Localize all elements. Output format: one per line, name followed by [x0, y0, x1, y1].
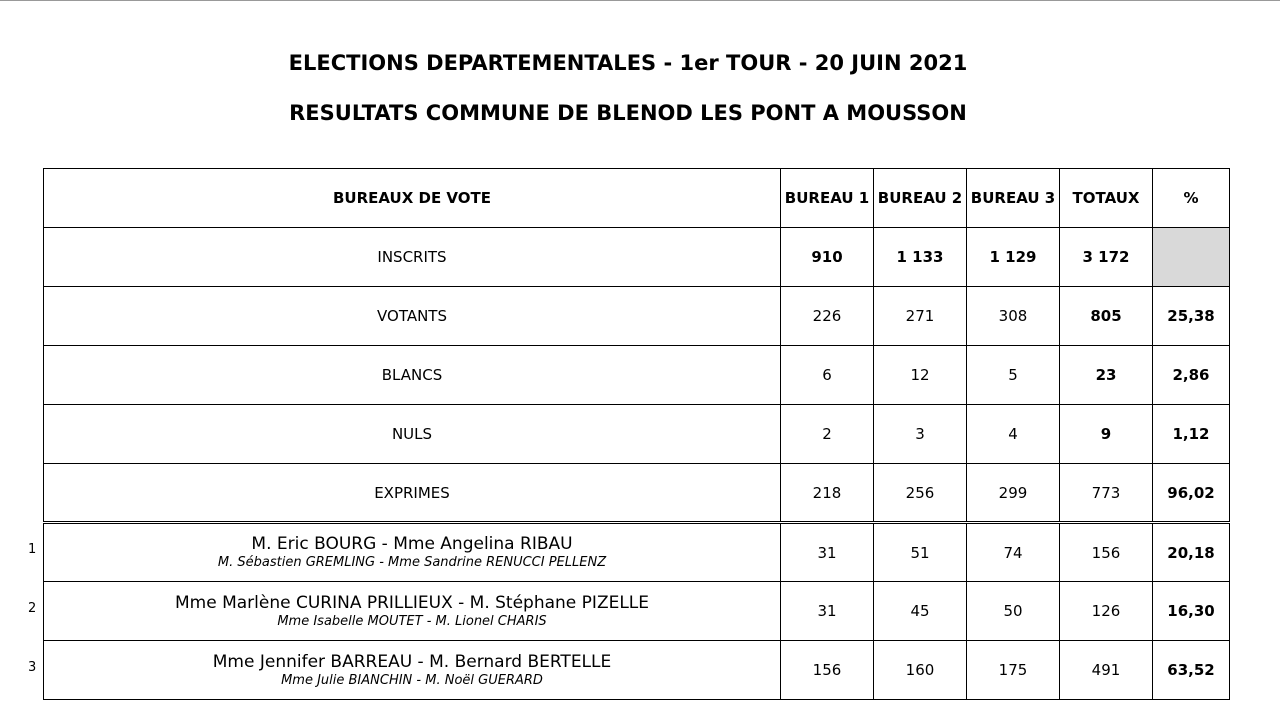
cell-percent: 2,86 — [1153, 346, 1230, 405]
row-nuls — [44, 405, 1230, 464]
header-percent: % — [1153, 169, 1230, 228]
cell-total: 773 — [1060, 464, 1153, 523]
header-bureau-3: BUREAU 3 — [967, 169, 1060, 228]
row-label: INSCRITS — [44, 228, 781, 287]
candidate-remplacants: Mme Julie BIANCHIN - M. Noël GUERARD — [281, 672, 543, 688]
cell-bureau-2: 3 — [874, 405, 967, 464]
cell-total: 23 — [1060, 346, 1153, 405]
row-votants — [44, 287, 1230, 346]
candidate-remplacants: M. Sébastien GREMLING - Mme Sandrine RENUCCI PELLENZ — [217, 555, 607, 570]
cell-bureau-2: 12 — [874, 346, 967, 405]
row-candidate-3 — [44, 641, 1230, 700]
results-table — [43, 168, 1230, 700]
header-bureaux-de-vote: BUREAUX DE VOTE — [44, 169, 781, 228]
cell-total: 9 — [1060, 405, 1153, 464]
candidate-names — [44, 582, 781, 641]
cell-bureau-3: 50 — [967, 582, 1060, 641]
cell-percent: 16,30 — [1153, 582, 1230, 641]
row-label: BLANCS — [44, 346, 781, 405]
cell-percent: 20,18 — [1153, 523, 1230, 582]
header-row — [44, 169, 1230, 228]
cell-percent: 63,52 — [1153, 641, 1230, 700]
cell-bureau-3: 299 — [967, 464, 1060, 523]
candidate-titulaires: M. Eric BOURG - Mme Angelina RIBAU — [251, 534, 573, 554]
header-bureau-1: BUREAU 1 — [781, 169, 874, 228]
cell-total: 126 — [1060, 582, 1153, 641]
candidate-number: 1 — [28, 542, 37, 557]
cell-bureau-1: 226 — [781, 287, 874, 346]
cell-percent: 25,38 — [1153, 287, 1230, 346]
row-candidate-1 — [44, 523, 1230, 582]
cell-bureau-1: 218 — [781, 464, 874, 523]
row-blancs — [44, 346, 1230, 405]
header-totaux: TOTAUX — [1060, 169, 1153, 228]
cell-bureau-3: 74 — [967, 523, 1060, 582]
cell-bureau-3: 175 — [967, 641, 1060, 700]
row-candidate-2 — [44, 582, 1230, 641]
cell-bureau-2: 256 — [874, 464, 967, 523]
document-title: ELECTIONS DEPARTEMENTALES - 1er TOUR - 20 JUIN 2021 — [288, 51, 968, 75]
cell-percent: 96,02 — [1153, 464, 1230, 523]
header-bureau-2: BUREAU 2 — [874, 169, 967, 228]
row-label: VOTANTS — [44, 287, 781, 346]
cell-percent: 1,12 — [1153, 405, 1230, 464]
cell-bureau-2: 271 — [874, 287, 967, 346]
row-inscrits — [44, 228, 1230, 287]
candidate-titulaires: Mme Jennifer BARREAU - M. Bernard BERTELLE — [212, 651, 612, 672]
cell-percent-empty — [1153, 228, 1230, 287]
cell-bureau-3: 308 — [967, 287, 1060, 346]
row-label: NULS — [44, 405, 781, 464]
candidate-titulaires: Mme Marlène CURINA PRILLIEUX - M. Stéphane PIZELLE — [174, 592, 650, 613]
cell-bureau-3: 1 129 — [967, 228, 1060, 287]
cell-bureau-2: 160 — [874, 641, 967, 700]
candidate-number: 2 — [28, 601, 37, 616]
cell-total: 3 172 — [1060, 228, 1153, 287]
row-label: EXPRIMES — [44, 464, 781, 523]
cell-bureau-3: 5 — [967, 346, 1060, 405]
cell-bureau-1: 6 — [781, 346, 874, 405]
cell-bureau-1: 156 — [781, 641, 874, 700]
cell-total: 805 — [1060, 287, 1153, 346]
document-subtitle: RESULTATS COMMUNE DE BLENOD LES PONT A MOUSSON — [289, 101, 967, 125]
cell-bureau-2: 51 — [874, 523, 967, 582]
cell-bureau-1: 31 — [781, 582, 874, 641]
cell-bureau-2: 1 133 — [874, 228, 967, 287]
cell-bureau-3: 4 — [967, 405, 1060, 464]
candidate-names — [44, 523, 781, 582]
cell-bureau-1: 910 — [781, 228, 874, 287]
candidate-remplacants: Mme Isabelle MOUTET - M. Lionel CHARIS — [277, 613, 547, 629]
top-border-line — [0, 0, 1280, 1]
cell-bureau-1: 2 — [781, 405, 874, 464]
candidate-names — [44, 641, 781, 700]
cell-bureau-1: 31 — [781, 523, 874, 582]
cell-bureau-2: 45 — [874, 582, 967, 641]
cell-total: 491 — [1060, 641, 1153, 700]
cell-total: 156 — [1060, 523, 1153, 582]
candidate-number: 3 — [28, 660, 37, 675]
row-exprimes — [44, 464, 1230, 523]
